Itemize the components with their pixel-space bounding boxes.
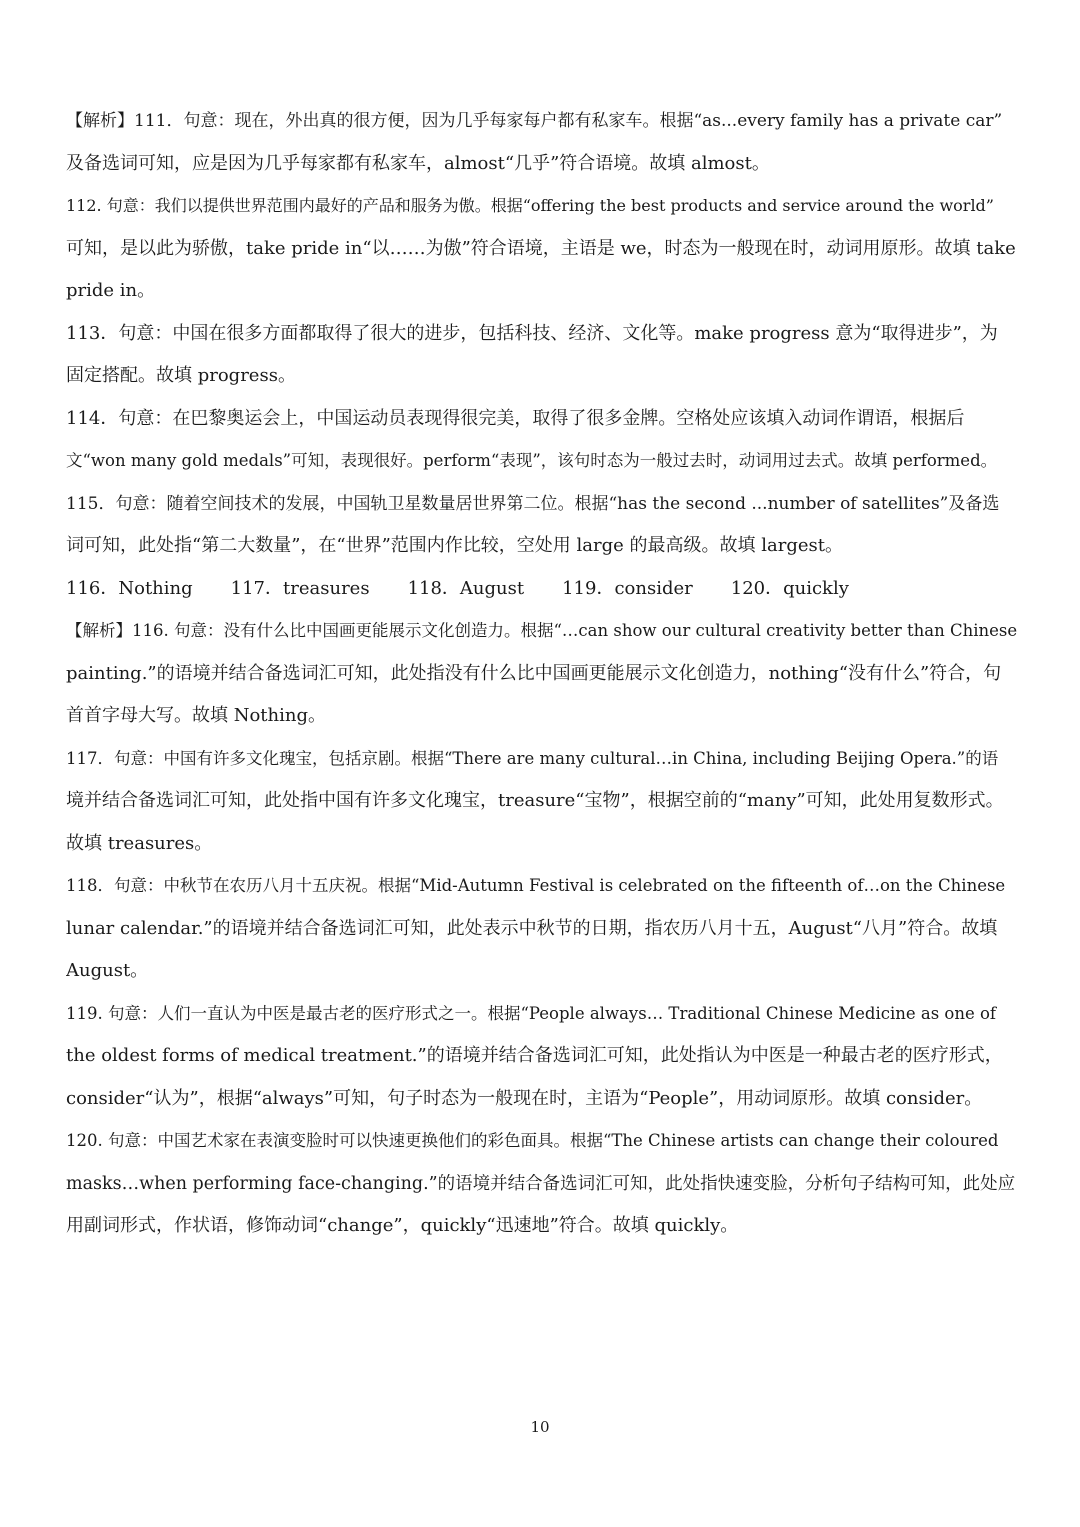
text-line: August。 — [66, 960, 149, 981]
answer-key-row — [66, 568, 1018, 611]
text-line: 【解析】111．句意：现在，外出真的很方便，因为几乎每家每户都有私家车。根据“as...every family has a private car” — [66, 111, 1003, 131]
text-line: painting.”的语境并结合备选词汇可知，此处指没有什么比中国画更能展示文化创造力，nothing“没有什么”符合，句 — [66, 662, 1002, 684]
text-line: 118．句意：中秋节在农历八月十五庆祝。根据“Mid-Autumn Festival is celebrated on the fifteenth of…on the Chinese — [66, 876, 1006, 895]
text-line: 114．句意：在巴黎奥运会上，中国运动员表现得很完美，取得了很多金牌。空格处应该填入动词作谓语，根据后 — [66, 407, 965, 429]
text-line: consider“认为”，根据“always”可知，句子时态为一般现在时，主语为“People”，用动词原形。故填 consider。 — [66, 1087, 983, 1109]
text-line: 112. 句意：我们以提供世界范围内最好的产品和服务为傲。根据“offering the best products and service around the world” — [66, 196, 994, 215]
page-number: 10 — [530, 1418, 550, 1436]
text-line: 故填 treasures。 — [66, 832, 213, 854]
answer-120: 120．quickly — [730, 577, 849, 599]
text-line: the oldest forms of medical treatment.”的语境并结合备选词汇可知，此处指认为中医是一种最古老的医疗形式， — [66, 1045, 1003, 1066]
text-line: 115．句意：随着空间技术的发展，中国轨卫星数量居世界第二位。根据“has the second ...number of satellites”及备选 — [66, 493, 1000, 514]
text-line: masks…when performing face-changing.”的语境并结合备选词汇可知，此处指快速变脸，分析句子结构可知，此处应 — [66, 1173, 1016, 1194]
text-line: 固定搭配。故填 progress。 — [66, 365, 296, 386]
text-line: 及备选词可知，应是因为几乎每家都有私家车，almost“几乎”符合语境。故填 almost。 — [66, 152, 770, 174]
text-line: 可知，是以此为骄傲，take pride in“以……为傲”符合语境，主语是 we，时态为一般现在时，动词用原形。故填 take — [66, 237, 1016, 259]
answer-118: 118．August — [407, 577, 525, 599]
text-line: 113．句意：中国在很多方面都取得了很大的进步，包括科技、经济、文化等。make progress 意为“取得进步”，为 — [66, 322, 998, 344]
text-line: pride in。 — [66, 280, 156, 301]
text-line: 文“won many gold medals”可知，表现很好。perform“表现”，该句时态为一般过去时，动词用过去式。故填 performed。 — [66, 451, 998, 470]
text-line: 境并结合备选词汇可知，此处指中国有许多文化瑰宝，treasure“宝物”，根据空前的“many”可知，此处用复数形式。 — [66, 790, 1004, 811]
text-line: 词可知，此处指“第二大数量”，在“世界”范围内作比较，空处用 large 的最高级。故填 largest。 — [66, 535, 843, 556]
text-line: 117．句意：中国有许多文化瑰宝，包括京剧。根据“There are many cultural…in China, including Beijing Opera.”的语 — [66, 748, 999, 768]
text-line: 用副词形式，作状语，修饰动词“change”，quickly“迅速地”符合。故填 quickly。 — [66, 1215, 739, 1236]
text-line: lunar calendar.”的语境并结合备选词汇可知，此处表示中秋节的日期，指农历八月十五，August“八月”符合。故填 — [66, 917, 998, 939]
answer-116: 116．Nothing — [66, 577, 193, 599]
text-line: 【解析】116. 句意：没有什么比中国画更能展示文化创造力。根据“…can show our cultural creativity better than Chinese — [66, 621, 1018, 640]
answer-117: 117．treasures — [230, 577, 370, 599]
text-line: 120. 句意：中国艺术家在表演变脸时可以快速更换他们的彩色面具。根据“The Chinese artists can change their coloured — [66, 1131, 999, 1150]
text-line: 119. 句意：人们一直认为中医是最古老的医疗形式之一。根据“People always… Traditional Chinese Medicine as one of — [66, 1003, 997, 1023]
text-line: 首首字母大写。故填 Nothing。 — [66, 705, 327, 726]
answer-119: 119．consider — [562, 577, 693, 599]
document-body — [66, 100, 1018, 1248]
